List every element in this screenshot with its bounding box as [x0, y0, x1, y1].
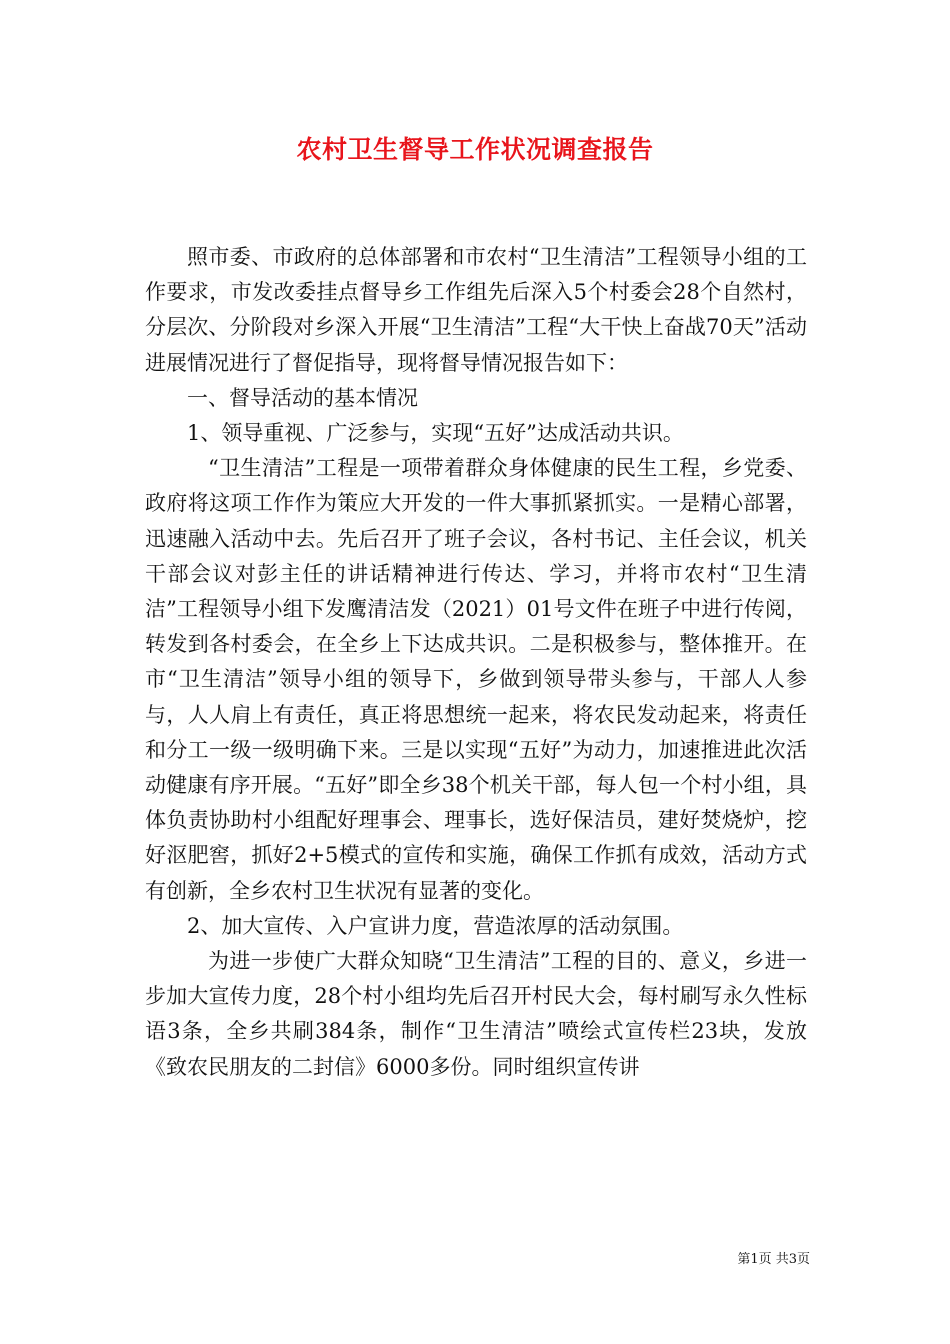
subsection-heading-1: 1、领导重视、广泛参与，实现“五好”达成活动共识。: [187, 421, 684, 446]
subsection-heading-2: 2、加大宣传、入户宣讲力度，营造浓厚的活动氛围。: [187, 913, 684, 938]
paragraph-publicity: 为进一步使广大群众知晓“卫生清洁”工程的目的、意义，乡进一步加大宣传力度，28个村小组均先后召开村民大会，每村刷写永久性标语3条，全乡共刷384条，制作“卫生清洁”喷绘式宣传栏23块，发放《致农民朋友的二封信》6000多份。同时组织宣传讲: [145, 949, 807, 1079]
paragraph-leadership: “卫生清洁”工程是一项带着群众身体健康的民生工程，乡党委、政府将这项工作作为策应大开发的一件大事抓紧抓实。一是精心部署，迅速融入活动中去。先后召开了班子会议，各村书记、主任会议，机关干部会议对彭主任的讲话精神进行传达、学习，并将市农村“卫生清洁”工程领导小组下发鹰清洁发（2021）01号文件在班子中进行传阅，转发到各村委会，在全乡上下达成共识。二是积极参与，整体推开。在市“卫生清洁”领导小组的领导下，乡做到领导带头参与，干部人人参与，人人肩上有责任，真正将思想统一起来，将农民发动起来，将责任和分工一级一级明确下来。三是以实现“五好”为动力，加速推进此次活动健康有序开展。“五好”即全乡38个机关干部，每人包一个村小组，具体负责协助村小组配好理事会、理事长，选好保洁员，建好焚烧炉，挖好沤肥窖，抓好2+5模式的宣传和实施，确保工作抓有成效，活动方式有创新，全乡农村卫生状况有显著的变化。: [145, 456, 807, 903]
section-heading-1: 一、督导活动的基本情况: [187, 385, 418, 410]
page-number-footer: 第1页 共3页: [737, 1252, 810, 1267]
paragraph-intro: 照市委、市政府的总体部署和市农村“卫生清洁”工程领导小组的工作要求，市发改委挂点督导乡工作组先后深入5个村委会28个自然村，分层次、分阶段对乡深入开展“卫生清洁”工程“大干快上奋战70天”活动进展情况进行了督促指导，现将督导情况报告如下：: [145, 245, 807, 375]
document-body: [145, 240, 807, 1085]
document-title: 农村卫生督导工作状况调查报告: [296, 135, 654, 164]
